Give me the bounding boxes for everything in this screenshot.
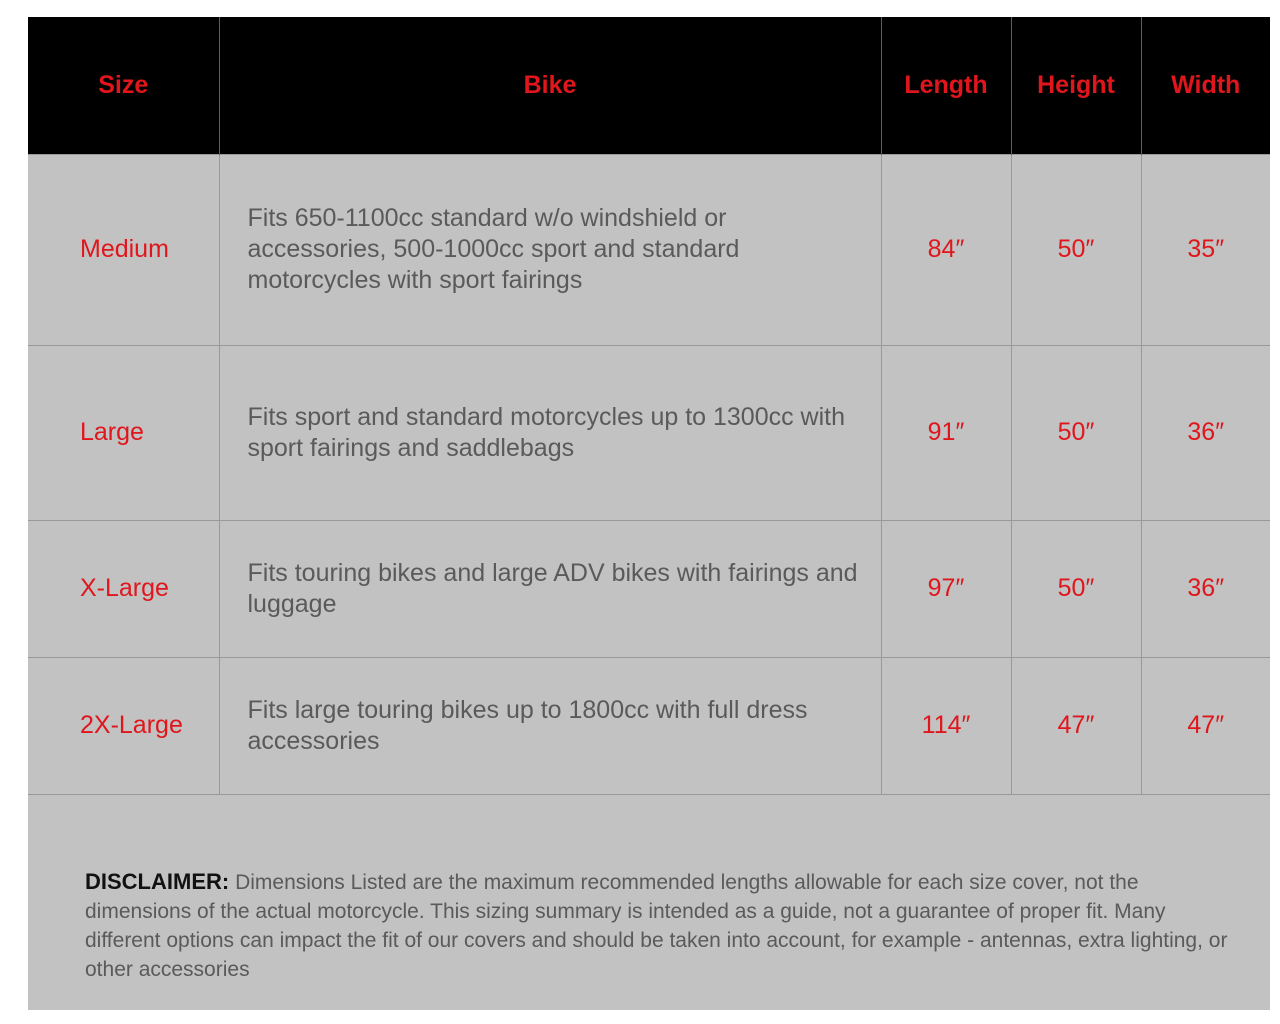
disclaimer-label: DISCLAIMER: [85,869,230,894]
height-cell: 50″ [1011,520,1141,657]
bike-cell: Fits large touring bikes up to 1800cc with full dress accessories [219,657,881,794]
length-cell: 91″ [881,345,1011,520]
width-cell: 36″ [1141,520,1270,657]
width-cell: 35″ [1141,154,1270,345]
table-row [28,154,1270,345]
header-height: Height [1011,17,1141,154]
width-cell: 47″ [1141,657,1270,794]
size-cell: Large [28,345,219,520]
header-size: Size [28,17,219,154]
height-cell: 47″ [1011,657,1141,794]
size-chart-sheet [28,17,1270,1010]
width-cell: 36″ [1141,345,1270,520]
header-width: Width [1141,17,1270,154]
table-row [28,345,1270,520]
bike-cell: Fits sport and standard motorcycles up to 1300cc with sport fairings and saddlebags [219,345,881,520]
disclaimer [85,867,1245,984]
bike-cell: Fits touring bikes and large ADV bikes with fairings and luggage [219,520,881,657]
disclaimer-text: Dimensions Listed are the maximum recommended lengths allowable for each size cover, not the dimensions of the actual motorcycle. This sizing summary is intended as a guide, not a guarantee of proper fit. Many different options can impact the fit of our covers and should be taken into account, for example - antennas, extra lighting, or other accessories [85,871,1228,981]
length-cell: 97″ [881,520,1011,657]
height-cell: 50″ [1011,154,1141,345]
size-cell: X-Large [28,520,219,657]
length-cell: 114″ [881,657,1011,794]
length-cell: 84″ [881,154,1011,345]
header-row [28,17,1270,154]
header-bike: Bike [219,17,881,154]
header-length: Length [881,17,1011,154]
table-row [28,520,1270,657]
size-cell: Medium [28,154,219,345]
bike-cell: Fits 650-1100cc standard w/o windshield or accessories, 500-1000cc sport and standard motorcycles with sport fairings [219,154,881,345]
height-cell: 50″ [1011,345,1141,520]
size-chart-table [28,17,1270,795]
size-cell: 2X-Large [28,657,219,794]
table-row [28,657,1270,794]
